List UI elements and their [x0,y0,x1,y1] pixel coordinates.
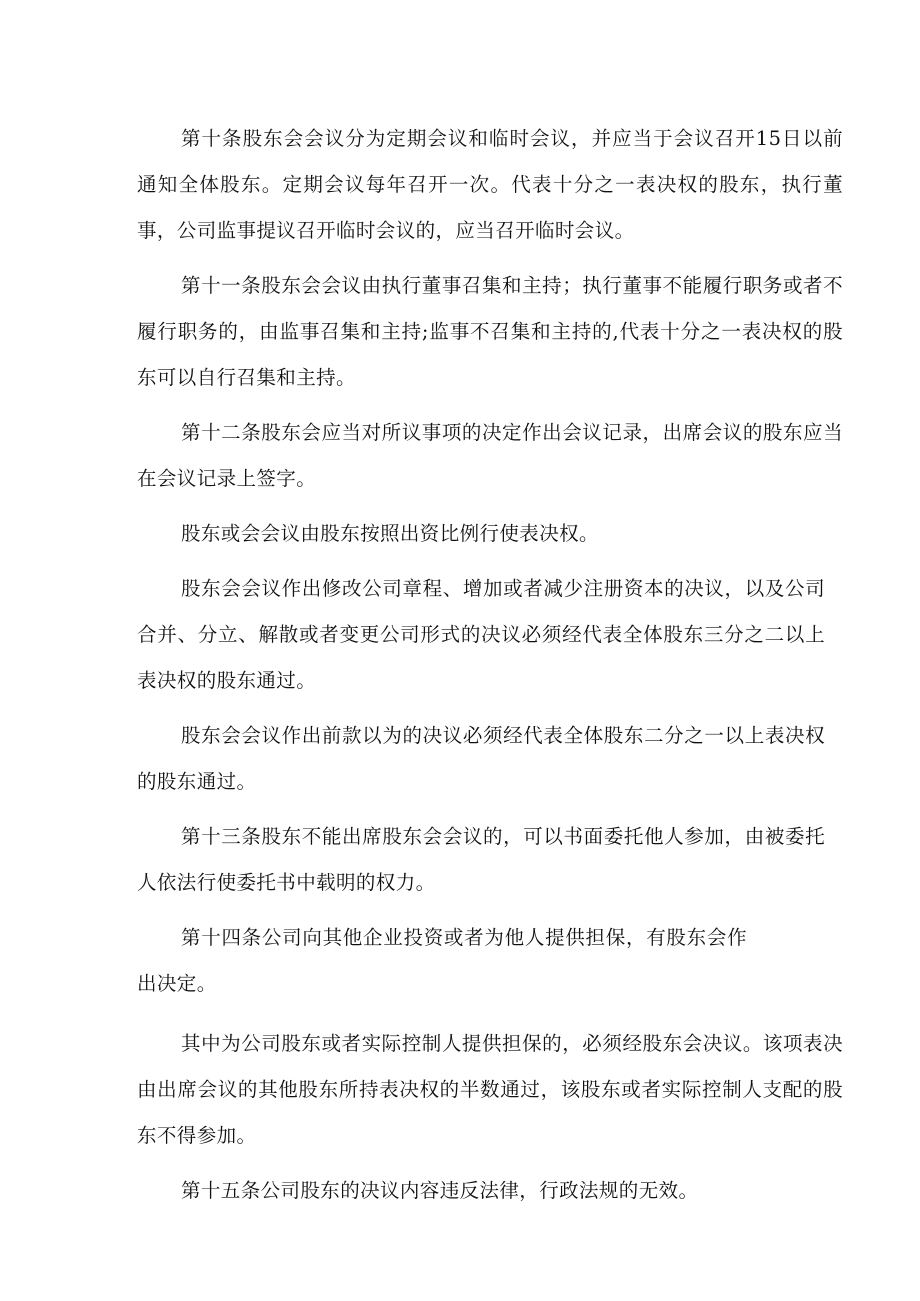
voting-rights-paragraph: 股东或会会议由股东按照出资比例行使表决权。 [181,522,599,545]
article-15-paragraph: 第十五条公司股东的决议内容违反法律，行政法规的无效。 [181,1179,699,1202]
document-body [137,116,843,1223]
ordinary-resolution-paragraph: 股东会会议作出前款以为的决议必须经代表全体股东二分之一以上表决权的股东通过。 [137,724,825,793]
article-13-paragraph: 第十三条股东不能出席股东会会议的，可以书面委托他人参加，由被委托人依法行使委托书中载明的权力。 [137,825,825,894]
article-14-paragraph: 第十四条公司向其他企业投资或者为他人提供担保，有股东会作出决定。 [137,926,747,995]
article-10-paragraph: 第十条股东会会议分为定期会议和临时会议，并应当于会议召开15日以前通知全体股东。定期会议每年召开一次。代表十分之一表决权的股东，执行董事，公司监事提议召开临时会议的，应当召开临时会议。 [137,127,843,242]
article-12-paragraph: 第十二条股东会应当对所议事项的决定作出会议记录，出席会议的股东应当在会议记录上签字。 [137,421,843,490]
article-11-paragraph: 第十一条股东会会议由执行董事召集和主持；执行董事不能履行职务或者不履行职务的，由监事召集和主持;监事不召集和主持的,代表十分之一表决权的股东可以自行召集和主持。 [137,274,843,389]
guarantee-resolution-paragraph: 其中为公司股东或者实际控制人提供担保的，必须经股东会决议。该项表决由出席会议的其他股东所持表决权的半数通过，该股东或者实际控制人支配的股东不得参加。 [137,1032,843,1147]
special-resolution-paragraph: 股东会会议作出修改公司章程、增加或者减少注册资本的决议，以及公司合并、分立、解散或者变更公司形式的决议必须经代表全体股东三分之二以上表决权的股东通过。 [137,577,825,692]
